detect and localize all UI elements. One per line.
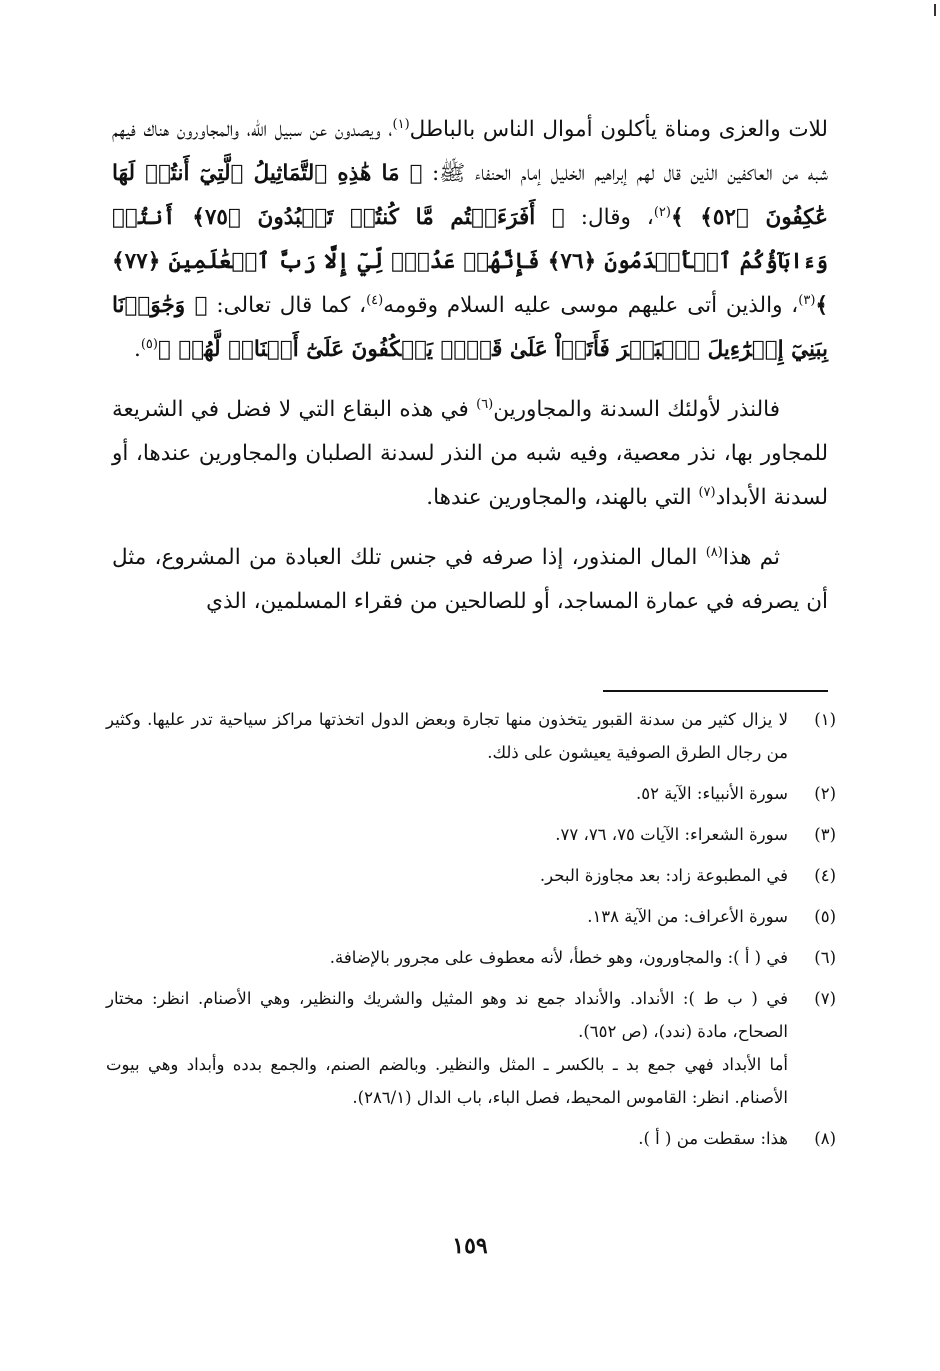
footnote-body: في المطبوعة زاد: بعد مجاوزة البحر.: [539, 866, 788, 885]
footnote-item: [106, 1122, 836, 1155]
footnote-marker: (٣): [798, 292, 816, 308]
text-run: ، ويصدون عن سبيل الله، والمجاورون هناك فيهم شبه من العاكفين الذين قال لهم إبراهيم الخليل إمام الحنفاء ﷺ:: [112, 117, 828, 186]
footnote-body: في ( أ ): والمجاورون، وهو خطأ، لأنه معطوف على مجرور بالإضافة.: [329, 948, 788, 967]
footnote-number: (٢): [814, 784, 836, 803]
text-run: فالنذر لأولئك السدنة والمجاورين: [493, 397, 780, 422]
text-run: ثم هذا: [722, 545, 780, 570]
footnote-number: (١): [814, 710, 836, 729]
footnote-number: (٤): [814, 866, 836, 885]
footnote-item: [106, 703, 836, 769]
footnote-body: في ( ب ط ): الأنداد. والأنداد جمع ند وهو المثيل والشريك والنظير، وهي الأصنام. انظر: مختار الصحاح، مادة (ندد)، (ص ٦٥٢).: [106, 989, 788, 1041]
footnote-text: [106, 941, 788, 974]
footnote-text: [106, 859, 788, 892]
footnote-number: (٧): [814, 989, 836, 1008]
footnote-body: هذا: سقطت من ( أ ).: [638, 1129, 788, 1148]
text-run: المال المنذور، إذا صرفه في جنس تلك العبادة من المشروع، مثل أن يصرفه في عمارة المساجد، أو للصالحين من فقراء المسلمين، الذي: [112, 545, 828, 614]
footnote-marker: (٤): [366, 292, 384, 308]
footnote-number: (٨): [814, 1129, 836, 1148]
footnote-number: (٦): [814, 948, 836, 967]
footnote-marker: (١): [392, 116, 410, 132]
paragraph-3: [112, 536, 828, 624]
footnote-body: سورة الأعراف: من الآية ١٣٨.: [587, 907, 788, 926]
text-run: ، كما قال تعالى:: [207, 293, 367, 318]
footnote-item: [106, 859, 836, 892]
footnote-body: سورة الشعراء: الآيات ٧٥، ٧٦، ٧٧.: [555, 825, 788, 844]
footnote-body: سورة الأنبياء: الآية ٥٢.: [635, 784, 788, 803]
text-run: في هذه البقاع التي لا فضل في الشريعة للمجاور بها، نذر معصية، وفيه شبه من النذر لسدنة الصلبان والمجاورين عندها، أو لسدنة الأبداد: [112, 397, 828, 510]
paragraph-1: [112, 108, 828, 372]
footnote-separator: [603, 690, 828, 692]
footnote-text: [106, 900, 788, 933]
footnote-item: [106, 982, 836, 1114]
quran-verse: ﴿ أَفَرَءَيۡتُم مَّا كُنتُمۡ تَعۡبُدُونَ ﴿٧٥﴾ أَنتُمۡ وَءَابَآؤُكُمُ ٱلۡأَقۡدَمُونَ ﴿٧٦﴾ فَإِنَّهُمۡ عَدُوّٞ لِّيٓ إِلَّا رَبَّ ٱلۡعَٰلَمِينَ ﴿٧٧﴾ ﴾: [112, 205, 828, 318]
footnote-marker: (٨): [705, 544, 723, 560]
footnote-text: [106, 777, 788, 810]
footnote-continuation: أما الأبداد فهي جمع بد ـ بالكسر ـ المثل والنظير. وبالضم الصنم، والجمع بدده وأبداد وهي بيوت الأصنام. انظر: القاموس المحيط، فصل الباء، باب الدال (٢٨٦/١).: [106, 1055, 788, 1107]
text-run: التي بالهند، والمجاورين عندها.: [426, 485, 699, 510]
quran-verse: ﴿ مَا هَٰذِهِ ٱلتَّمَاثِيلُ ٱلَّتِيٓ أَنتُمۡ لَهَا عَٰكِفُونَ ﴿٥٢﴾ ﴾: [112, 161, 829, 230]
main-text: [112, 108, 828, 624]
footnote-marker: (٦): [476, 396, 494, 412]
footnote-text: [106, 982, 788, 1114]
footnotes-list: [106, 703, 836, 1163]
footnote-item: [106, 941, 836, 974]
footnote-item: [106, 900, 836, 933]
footnote-body: لا يزال كثير من سدنة القبور يتخذون منها تجارة وبعض الدول اتخذتها مراكز سياحية تدر عليها. وكثير من رجال الطرق الصوفية يعيشون على ذلك.: [106, 710, 788, 762]
text-run: للات والعزى ومناة يأكلون أموال الناس بالباطل: [409, 117, 828, 142]
footnote-text: [106, 703, 788, 769]
footnote-marker: (٢): [653, 204, 671, 220]
footnote-text: [106, 1122, 788, 1155]
footnote-item: [106, 818, 836, 851]
footnote-marker: (٧): [698, 484, 716, 500]
page-number: ١٥٩: [452, 1233, 488, 1259]
text-run: .: [133, 337, 141, 362]
corner-mark: [934, 4, 936, 16]
footnote-item: [106, 777, 836, 810]
paragraph-2: [112, 388, 828, 520]
footnote-text: [106, 818, 788, 851]
footnote-marker: (٥): [140, 336, 158, 352]
quran-verse: ﴿ وَجَٰوَزۡنَا بِبَنِيٓ إِسۡرَٰٓءِيلَ ٱلۡبَحۡرَ فَأَتَوۡاْ عَلَىٰ قَوۡمٖ يَعۡكُفُونَ عَلَىٰٓ أَصۡنَامٖ لَّهُمۡ ﴾: [112, 293, 828, 362]
footnote-number: (٥): [814, 907, 836, 926]
text-run: ، والذين أتى عليهم موسى عليه السلام وقومه: [383, 293, 799, 318]
footnote-number: (٣): [814, 825, 836, 844]
text-run: ، وقال:: [564, 205, 654, 230]
